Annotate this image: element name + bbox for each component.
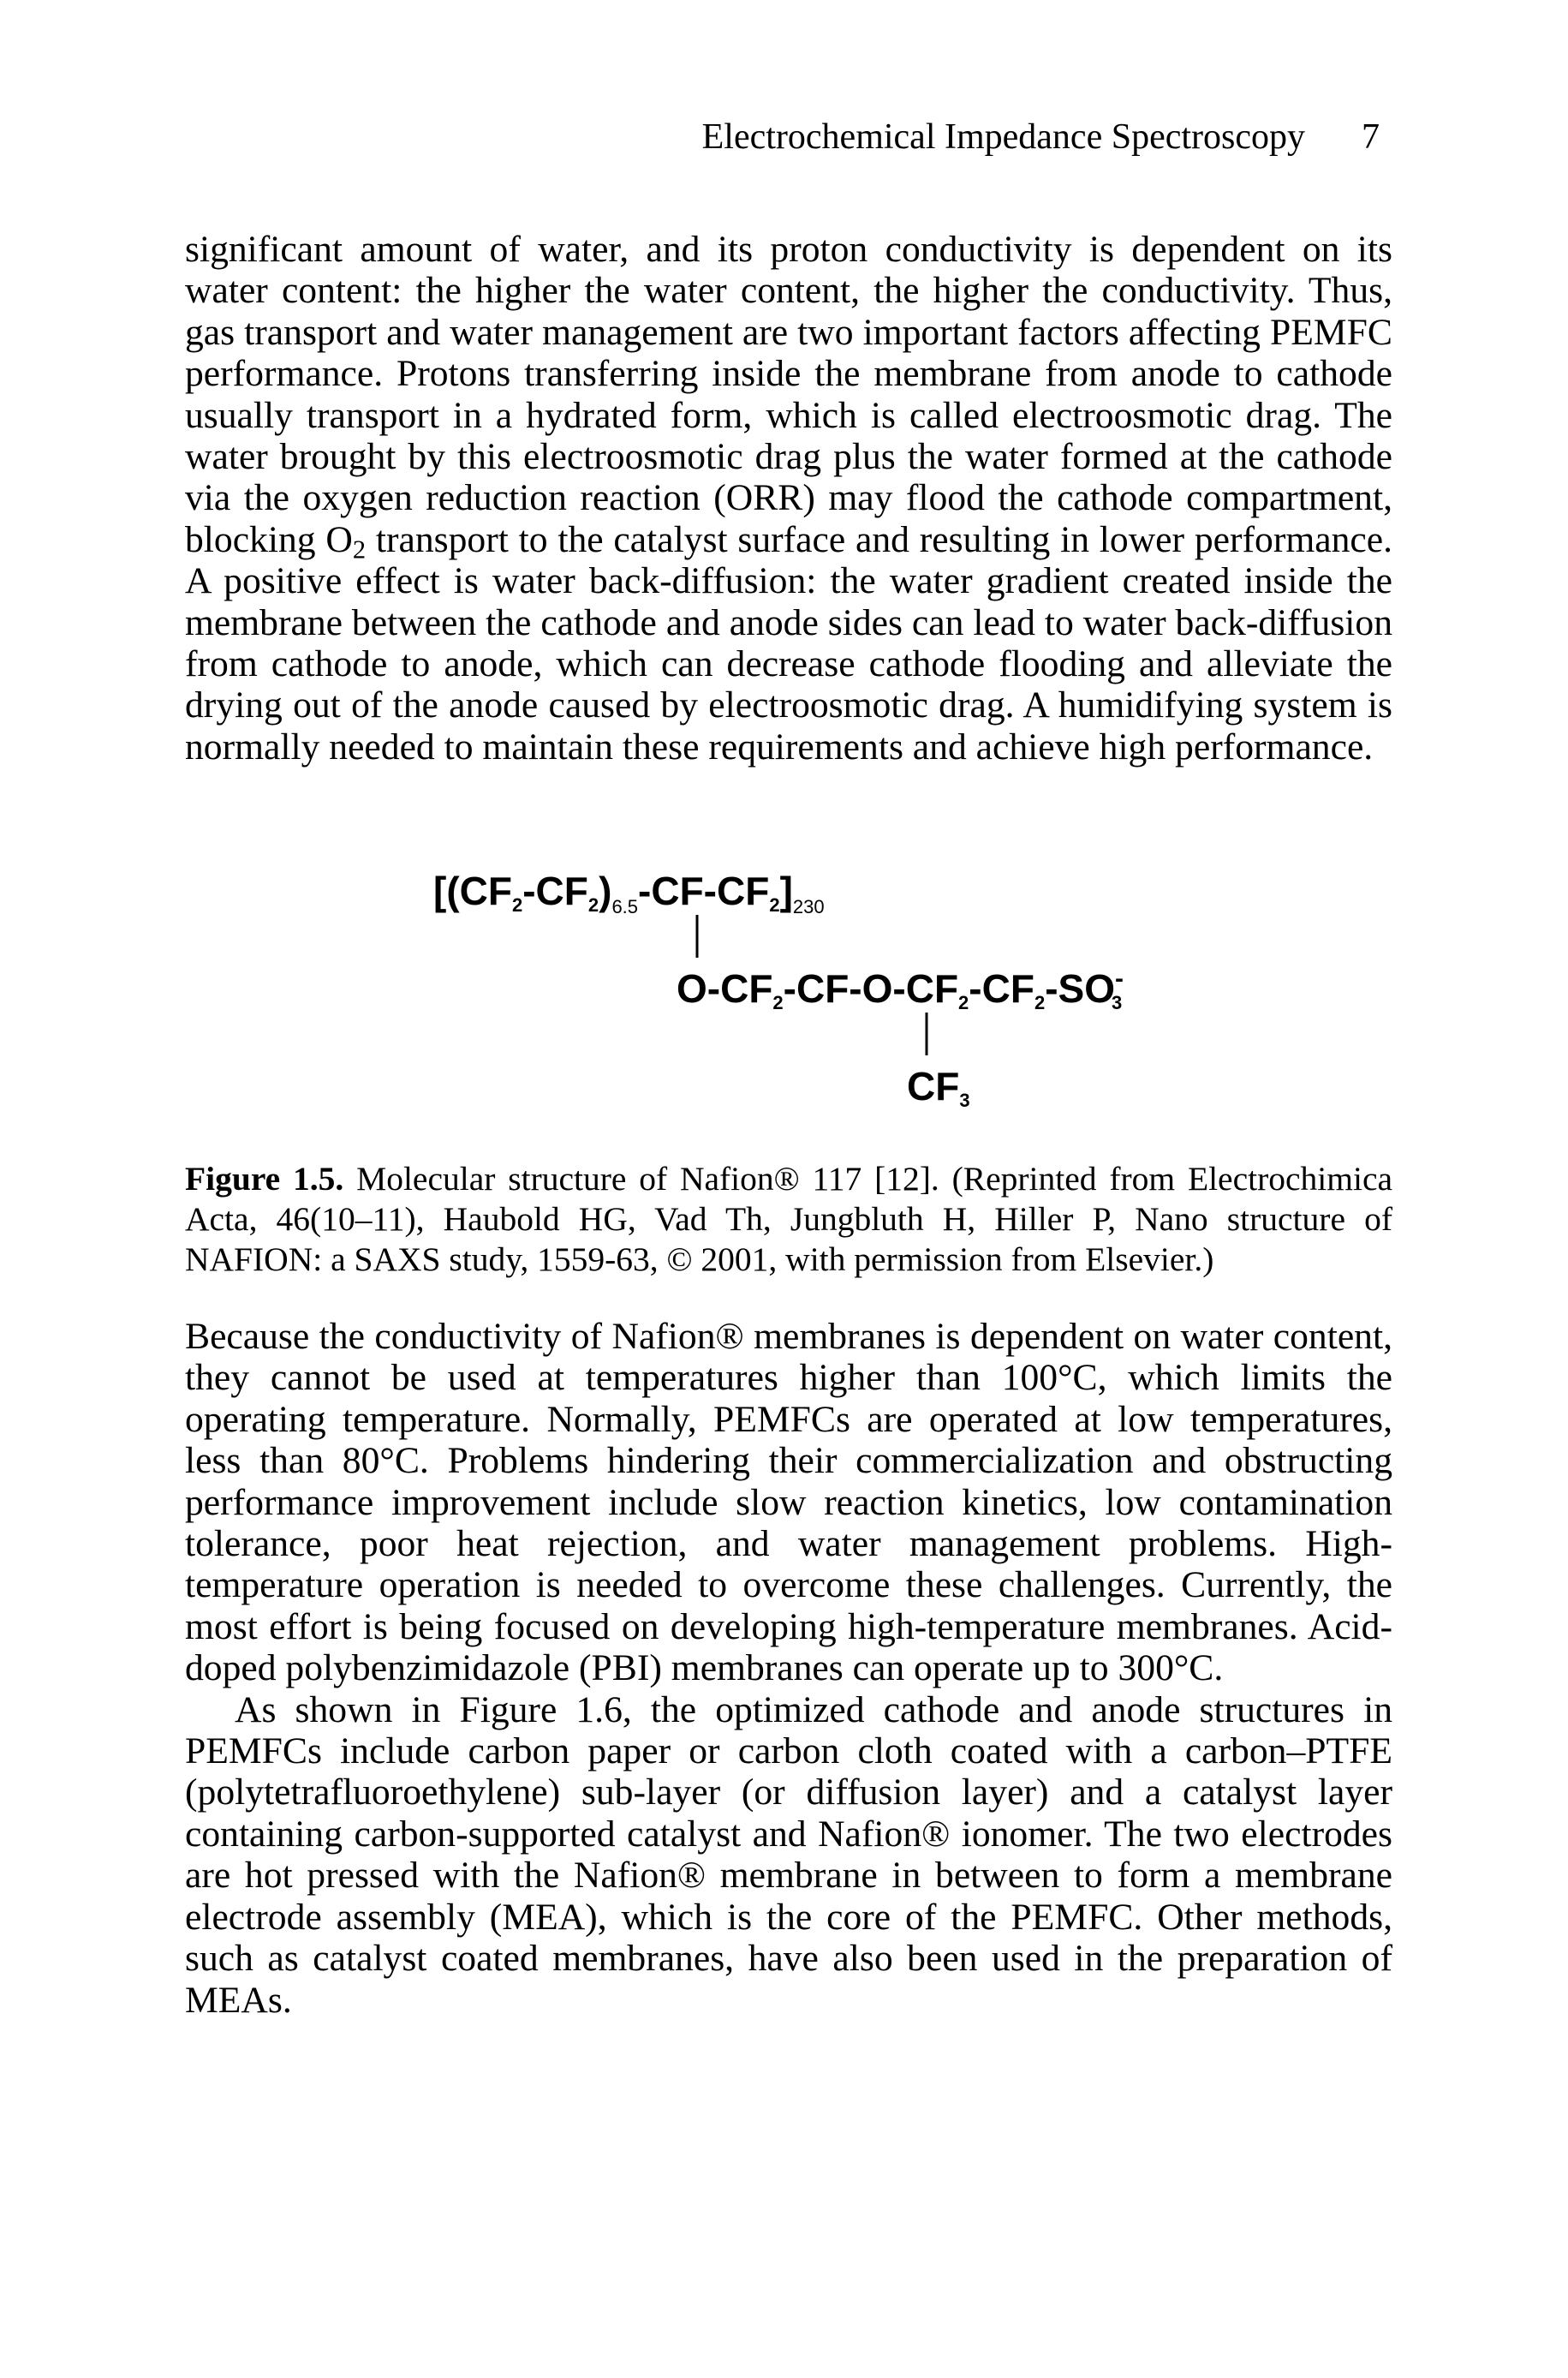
caption-text: Molecular structure of Nafion® 117 [12]. (Reprinted from Electrochimica Acta, 46(10–11), Haubold HG, Vad Th, Jungbluth H, Hiller P, Nano structure of NAFION: a SAXS study, 1559-63, © 2001, with permission from Elsevier.) <box>185 1160 1393 1278</box>
o2-subscript: 2 <box>352 535 367 565</box>
paragraph-2: Because the conductivity of Nafion® membranes is dependent on water content, they cannot be used at temperatures higher than 100°C, which limits the operating temperature. Normally, PEMFCs are operated at low temperatures, less than 80°C. Problems hindering their commercialization and obstructing performance improvement include slow reaction kinetics, low contamination tolerance, poor heat rejection, and water management problems. High-temperature operation is needed to overcome these challenges. Currently, the most effort is being focused on developing high-temperature membranes. Acid-doped polybenzimidazole (PBI) membranes can operate up to 300°C. <box>185 1316 1392 1689</box>
formula-line-3: CF3 <box>907 1064 970 1111</box>
caption-label: Figure 1.5. <box>185 1160 344 1198</box>
figure-nafion-structure <box>185 848 1392 1135</box>
formula-line-2: O-CF2-CF-O-CF2-CF2-SO-3 <box>677 965 1124 1013</box>
paragraph-1 <box>185 229 1392 768</box>
running-title: Electrochemical Impedance Spectroscopy <box>701 117 1305 157</box>
running-head <box>0 117 1568 159</box>
body-text-lower <box>185 1316 1392 2021</box>
formula-line-1: $[(CF2-CF2)_{6.5}-CF-CF2]_{230}$ <box>433 869 825 917</box>
paragraph-1-part-2: transport to the catalyst surface and resulting in lower performance. A positive effect is water back-diffusion: the water gradient created inside the membrane between the cathode and anode sides can lead to water back-diffusion from cathode to anode, which can decrease cathode flooding and alleviate the drying out of the anode caused by electroosmotic drag. A humidifying system is normally needed to maintain these requirements and achieve high performance. <box>185 518 1392 768</box>
paragraph-1-text <box>185 229 1392 768</box>
figure-caption <box>185 1159 1392 1280</box>
page-number: 7 <box>1362 117 1380 157</box>
molecular-structure-diagram <box>185 848 1392 1135</box>
paragraph-3: As shown in Figure 1.6, the optimized cathode and anode structures in PEMFCs include carbon paper or carbon cloth coated with a carbon–PTFE (polytetrafluoroethylene) sub-layer (or diffusion layer) and a catalyst layer containing carbon-supported catalyst and Nafion® ionomer. The two electrodes are hot pressed with the Nafion® membrane in between to form a membrane electrode assembly (MEA), which is the core of the PEMFC. Other methods, such as catalyst coated membranes, have also been used in the preparation of MEAs. <box>185 1688 1392 2021</box>
paragraph-1-part-1: significant amount of water, and its proton conductivity is dependent on its water content: the higher the water content, the higher the conductivity. Thus, gas transport and water management are two important factors affecting PEMFC performance. Protons transferring inside the membrane from anode to cathode usually transport in a hydrated form, which is called electroosmotic drag. The water brought by this electroosmotic drag plus the water formed at the cathode via the oxygen reduction reaction (ORR) may flood the cathode compartment, blocking O <box>185 229 1392 560</box>
